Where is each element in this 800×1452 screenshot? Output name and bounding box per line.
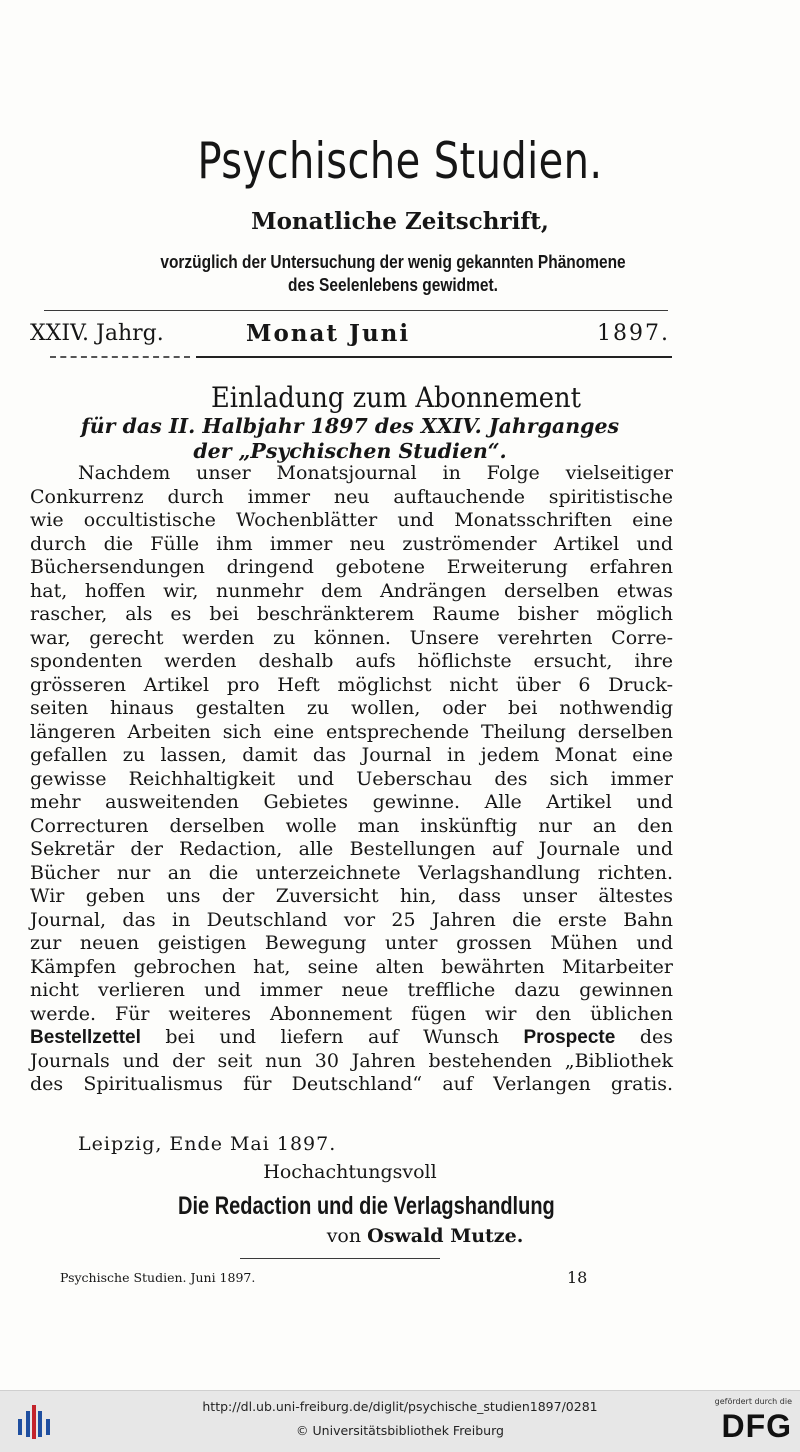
issue-year-label: XXIV. Jahrg. xyxy=(30,321,164,346)
journal-title: Psychische Studien. xyxy=(197,132,603,190)
signature-publisher xyxy=(0,1224,800,1248)
header-rule-dashed xyxy=(50,356,190,358)
journal-description-line2: des Seelenlebens gewidmet. xyxy=(288,275,498,295)
bestellzettel-term: Bestellzettel xyxy=(30,1027,141,1048)
journal-description-line1: vorzüglich der Untersuchung der wenig gekannten Phänomene xyxy=(160,252,626,272)
body-line: Nachdem unser Monatsjournal in Folge vielseitiger xyxy=(78,462,673,484)
prospecte-term: Prospecte xyxy=(523,1027,616,1048)
body-line-fragment: bei und liefern auf Wunsch xyxy=(165,1026,499,1048)
dfg-logo[interactable]: DFG xyxy=(721,1408,792,1444)
body-line: Journals und der seit nun 30 Jahren bestehenden „Bibliothek xyxy=(30,1049,673,1072)
closing-regards: Hochachtungsvoll xyxy=(263,1161,437,1183)
article-subheading-line1: für das II. Halbjahr 1897 des XXIV. Jahrganges xyxy=(80,414,620,438)
signature-line: Die Redaction und die Verlagshandlung xyxy=(178,1192,555,1220)
body-line: gefallen zu lassen, damit das Journal in jedem Monat eine xyxy=(30,744,673,766)
body-line: hat, hoffen wir, nunmehr dem Andrängen derselben etwas xyxy=(30,579,673,602)
article-subheading-line2: der „Psychischen Studien“. xyxy=(193,439,507,463)
body-line: grösseren Artikel pro Heft möglichst nicht über 6 Druck- xyxy=(30,673,673,696)
body-line: werde. Für weiteres Abonnement fügen wir den üblichen xyxy=(30,1002,673,1025)
page-number: 18 xyxy=(567,1268,588,1287)
issue-month-label: Monat Juni xyxy=(246,320,411,347)
viewer-footer xyxy=(0,1390,800,1452)
body-line: wie occultistische Wochenblätter und Monatsschriften eine xyxy=(30,509,673,531)
body-line: rascher, als es bei beschränkterem Raume bisher möglich xyxy=(30,603,673,625)
body-line: spondenten werden deshalb aufs höflichste ersucht, ihre xyxy=(30,650,673,672)
article-heading: Einladung zum Abonnement xyxy=(210,381,581,414)
body-line: zur neuen geistigen Bewegung unter grossen Mühen und xyxy=(30,932,673,954)
document-url-link[interactable]: http://dl.ub.uni-freiburg.de/diglit/psychische_studien1897/0281 xyxy=(202,1399,598,1414)
body-line: nicht verlieren und immer neue treffliche dazu gewinnen xyxy=(30,979,673,1001)
body-line: Journal, das in Deutschland vor 25 Jahren die erste Bahn xyxy=(30,908,673,931)
header-rule-top xyxy=(44,310,668,311)
body-line: war, gerecht werden zu können. Unsere verehrten Corre- xyxy=(30,626,673,649)
body-line: mehr ausweitenden Gebietes gewinne. Alle Artikel und xyxy=(30,791,673,813)
funding-note: gefördert durch die xyxy=(714,1397,792,1406)
body-line: durch die Fülle ihm immer neu zuströmender Artikel und xyxy=(30,532,673,555)
body-line: Bücher nur an die unterzeichnete Verlagshandlung richten. xyxy=(30,861,673,884)
body-line: Conkurrenz durch immer neu auftauchende spiritistische xyxy=(30,485,673,508)
header-rule-bottom xyxy=(196,356,672,358)
body-line: längeren Arbeiten sich eine entsprechende Theilung derselben xyxy=(30,720,673,743)
body-line: Kämpfen gebrochen hat, seine alten bewährten Mitarbeiter xyxy=(30,955,673,978)
body-line: Büchersendungen dringend gebotene Erweiterung erfahren xyxy=(30,556,673,578)
body-line-fragment: des xyxy=(639,1026,673,1048)
body-line: gewisse Reichhaltigkeit und Ueberschau des sich immer xyxy=(30,767,673,790)
body-line: Sekretär der Redaction, alle Bestellungen auf Journale und xyxy=(30,838,673,860)
journal-subtitle: Monatliche Zeitschrift, xyxy=(251,208,549,235)
publisher-name: Oswald Mutze. xyxy=(367,1225,524,1247)
body-line: Correcturen derselben wolle man inskünftig nur an den xyxy=(30,814,673,837)
page-footer-journal: Psychische Studien. Juni 1897. xyxy=(60,1270,256,1285)
body-line: seiten hinaus gestalten zu wollen, oder bei nothwendig xyxy=(30,697,673,719)
body-line-bold-terms xyxy=(30,1026,673,1050)
body-line: des Spiritualismus für Deutschland“ auf Verlangen gratis. xyxy=(30,1073,673,1095)
footer-rule xyxy=(240,1258,440,1259)
signature-prefix: von xyxy=(326,1225,362,1247)
place-date: Leipzig, Ende Mai 1897. xyxy=(78,1133,337,1155)
copyright-text: © Universitätsbibliothek Freiburg xyxy=(296,1423,504,1438)
issue-year: 1897. xyxy=(597,321,670,346)
body-line: Wir geben uns der Zuversicht hin, dass unser ältestes xyxy=(30,885,673,907)
article-body xyxy=(30,462,673,1097)
